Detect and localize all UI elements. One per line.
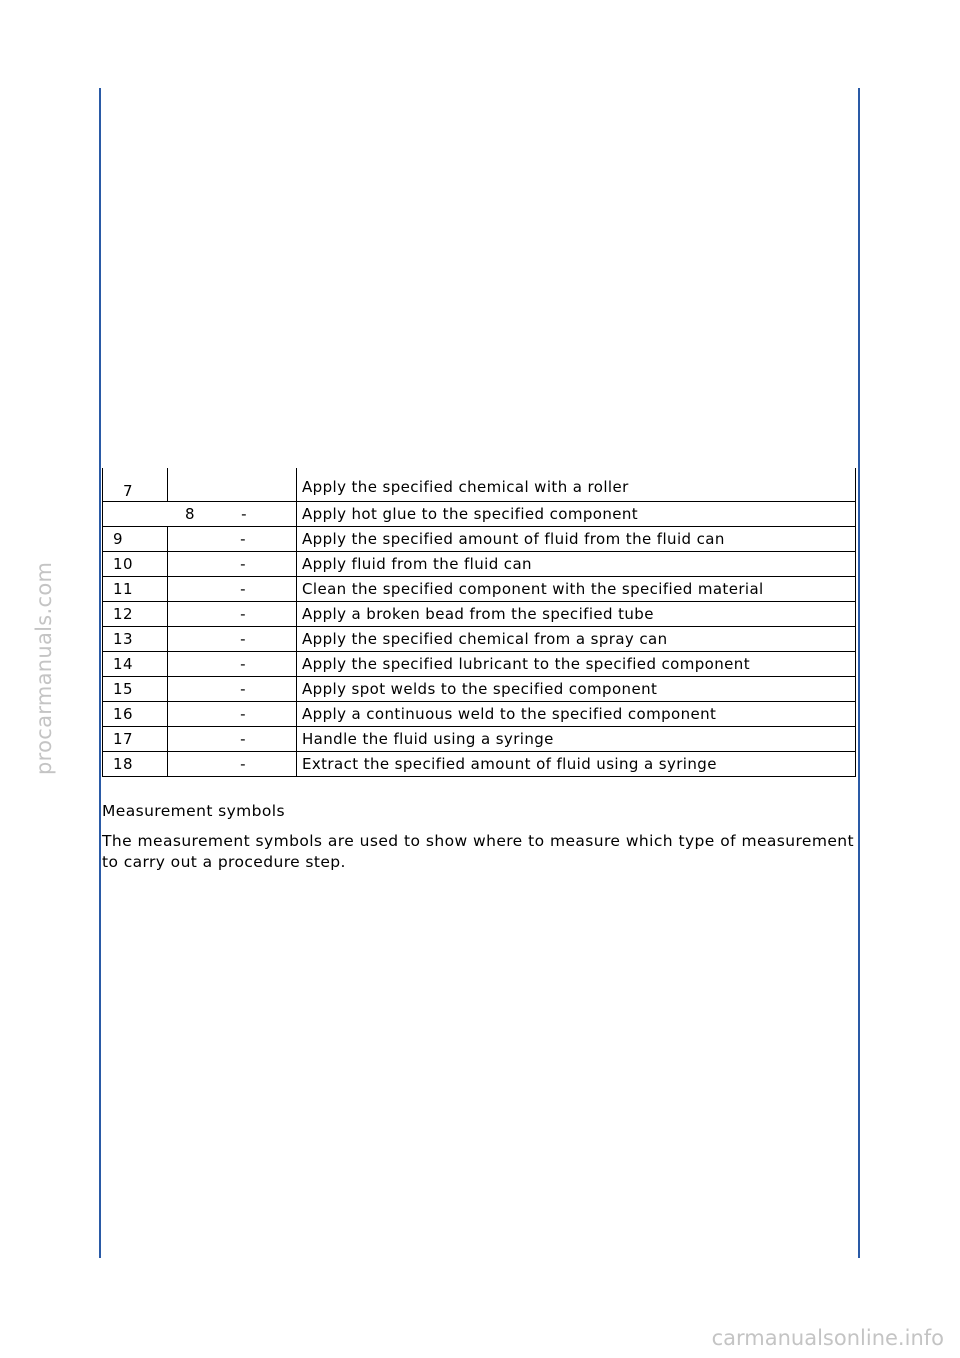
row-number: 9 (103, 526, 168, 551)
row-marker: - (240, 704, 246, 723)
row-description: Apply a continuous weld to the specified component (297, 701, 856, 726)
row-number: 14 (103, 651, 168, 676)
table-row (103, 576, 856, 601)
table-row (103, 468, 856, 501)
row-number: 15 (103, 676, 168, 701)
row-marker-cell (168, 526, 297, 551)
row-marker-cell (168, 626, 297, 651)
table-row (103, 626, 856, 651)
row-marker-cell (168, 576, 297, 601)
row-marker: - (240, 754, 246, 773)
row-marker: - (241, 504, 247, 523)
table-row (103, 526, 856, 551)
row-number: 12 (103, 601, 168, 626)
row-marker: - (240, 654, 246, 673)
row-marker-cell (168, 551, 297, 576)
row-description: Clean the specified component with the specified material (297, 576, 856, 601)
section-heading: Measurement symbols (102, 802, 285, 820)
row-marker-cell (168, 751, 297, 776)
row-description: Apply the specified chemical from a spray can (297, 626, 856, 651)
row-description: Extract the specified amount of fluid using a syringe (297, 751, 856, 776)
table-row (103, 726, 856, 751)
table-row (103, 751, 856, 776)
table-row (103, 551, 856, 576)
right-margin-rule (858, 88, 860, 1258)
row-marker: - (240, 729, 246, 748)
row-number: 17 (103, 726, 168, 751)
row-number-marker-cell (103, 501, 297, 526)
row-number: 11 (103, 576, 168, 601)
row-marker: - (240, 604, 246, 623)
row-description: Handle the fluid using a syringe (297, 726, 856, 751)
row-marker-cell (168, 676, 297, 701)
section-paragraph: The measurement symbols are used to show where to measure which type of measurement to carry out a procedure step. (102, 832, 854, 871)
row-number: 8 (185, 504, 195, 523)
row-marker: - (240, 554, 246, 573)
row-marker-cell (168, 726, 297, 751)
row-number: 7 (103, 468, 168, 501)
row-marker: - (240, 679, 246, 698)
row-description: Apply the specified lubricant to the specified component (297, 651, 856, 676)
row-number: 13 (103, 626, 168, 651)
row-description: Apply hot glue to the specified component (297, 501, 856, 526)
row-marker: - (240, 629, 246, 648)
row-marker-cell (168, 701, 297, 726)
left-margin-rule (99, 88, 101, 1258)
row-marker-cell (168, 601, 297, 626)
symbols-table (102, 468, 856, 777)
row-description: Apply fluid from the fluid can (297, 551, 856, 576)
row-marker-cell (168, 468, 297, 501)
row-description: Apply a broken bead from the specified tube (297, 601, 856, 626)
row-description: Apply the specified chemical with a roller (297, 468, 856, 501)
table-row (103, 651, 856, 676)
bottom-watermark: carmanualsonline.info (711, 1326, 944, 1350)
table-row (103, 676, 856, 701)
table-row (103, 601, 856, 626)
row-description: Apply the specified amount of fluid from the fluid can (297, 526, 856, 551)
row-number: 16 (103, 701, 168, 726)
row-number: 18 (103, 751, 168, 776)
row-number: 10 (103, 551, 168, 576)
side-watermark: procarmanuals.com (32, 561, 56, 775)
row-marker: - (240, 529, 246, 548)
row-description: Apply spot welds to the specified component (297, 676, 856, 701)
table-row (103, 501, 856, 526)
table-row (103, 701, 856, 726)
row-marker: - (240, 579, 246, 598)
row-marker-cell (168, 651, 297, 676)
